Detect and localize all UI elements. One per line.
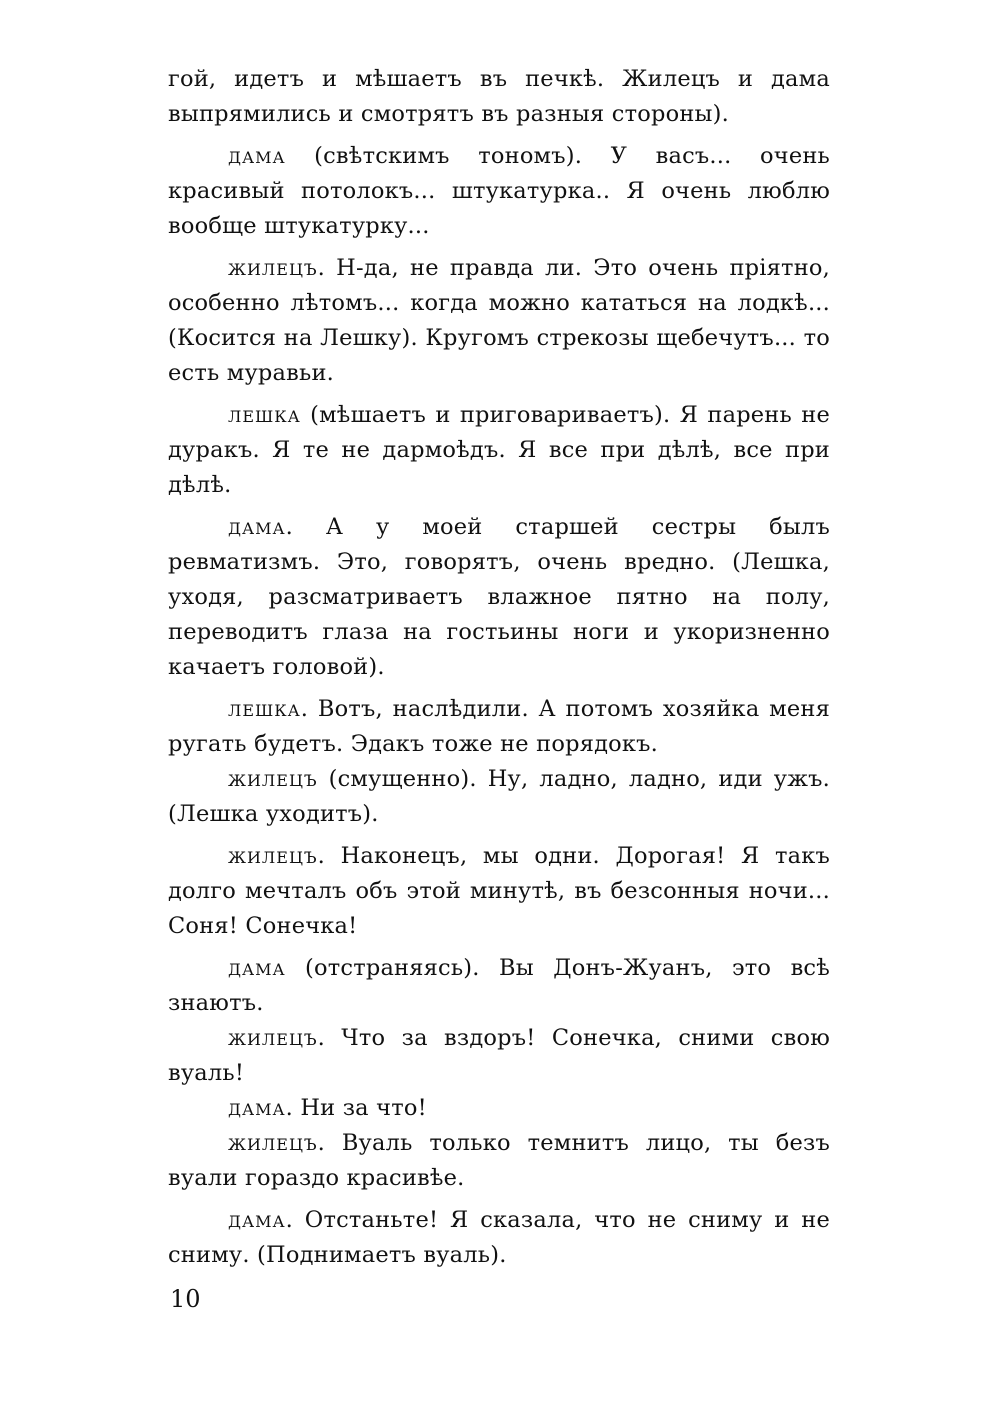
paragraph-text: (свѣтскимъ тономъ). У васъ... очень красивый потолокъ... штукатурка.. Я очень люблю вообще штукатурку...: [168, 143, 830, 239]
paragraph-9: [168, 951, 830, 1021]
play-text: [168, 62, 830, 1280]
paragraph-text: . Вуаль только темнитъ лицо, ты безъ вуали гораздо красивѣе.: [168, 1130, 830, 1191]
paragraph-text: (смущенно). Ну, ладно, ладно, иди ужъ. (Лешка уходитъ).: [168, 766, 830, 827]
paragraph-3: [168, 251, 830, 391]
paragraph-12: [168, 1126, 830, 1196]
paragraph-text: гой, идетъ и мѣшаетъ въ печкѣ. Жилецъ и дама выпрямились и смотрятъ въ разныя стороны).: [168, 66, 830, 127]
paragraph-8: [168, 839, 830, 944]
paragraph-4: [168, 398, 830, 503]
speaker-name: жилецъ: [228, 255, 318, 281]
speaker-name: жилецъ: [228, 766, 318, 792]
speaker-name: дама: [228, 955, 286, 981]
paragraph-text: . Наконецъ, мы одни. Дорогая! Я такъ долго мечталъ объ этой минутѣ, въ безсонныя ночи... Соня! Сонечка!: [168, 843, 830, 939]
speaker-name: дама: [228, 143, 286, 169]
paragraph-10: [168, 1021, 830, 1091]
speaker-name: дама: [228, 1095, 286, 1121]
paragraph-text: . Вотъ, наслѣдили. А потомъ хозяйка меня ругать будетъ. Эдакъ тоже не порядокъ.: [168, 696, 830, 757]
paragraph-text: . Отстаньте! Я сказала, что не сниму и не сниму. (Поднимаетъ вуаль).: [168, 1207, 830, 1268]
paragraph-text: . Ни за что!: [285, 1095, 427, 1121]
paragraph-5: [168, 510, 830, 685]
paragraph-text: (отстраняясь). Вы Донъ-Жуанъ, это всѣ знаютъ.: [168, 955, 830, 1016]
speaker-name: дама: [228, 514, 286, 540]
paragraph-11: [168, 1091, 830, 1126]
speaker-name: жилецъ: [228, 1025, 318, 1051]
speaker-name: лешка: [228, 696, 301, 722]
paragraph-13: [168, 1203, 830, 1273]
paragraph-2: [168, 139, 830, 244]
speaker-name: жилецъ: [228, 1130, 318, 1156]
paragraph-text: . А у моей старшей сестры былъ ревматизмъ. Это, говорятъ, очень вредно. (Лешка, уходя, разсматриваетъ влажное пятно на полу, переводитъ глаза на гостьины ноги и укоризненно качаетъ головой).: [168, 514, 830, 680]
paragraph-text: . Что за вздоръ! Сонечка, сними свою вуаль!: [168, 1025, 830, 1086]
paragraph-6: [168, 692, 830, 762]
paragraph-text: . Н-да, не правда ли. Это очень пріятно, особенно лѣтомъ... когда можно кататься на лодкѣ... (Косится на Лешку). Кругомъ стрекозы щебечутъ... то есть муравьи.: [168, 255, 830, 386]
speaker-name: жилецъ: [228, 843, 318, 869]
paragraph-1: [168, 62, 830, 132]
paragraph-text: (мѣшаетъ и приговариваетъ). Я парень не дуракъ. Я те не дармоѣдъ. Я все при дѣлѣ, все при дѣлѣ.: [168, 402, 830, 498]
page-number: 10: [170, 1285, 201, 1313]
paragraph-7: [168, 762, 830, 832]
speaker-name: лешка: [228, 402, 301, 428]
speaker-name: дама: [228, 1207, 286, 1233]
